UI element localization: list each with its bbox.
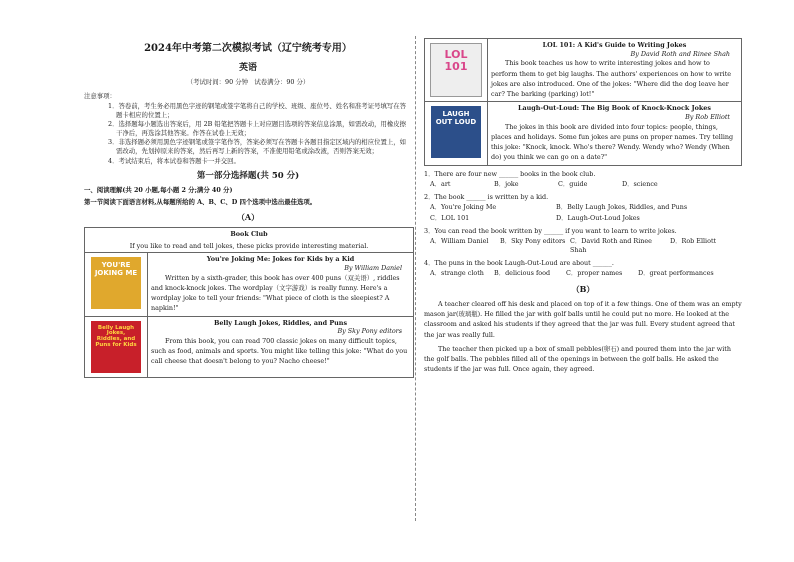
notice-item-3: 3．非选择题必须用黑色字迹钢笔或签字笔作答，答案必须写在答题卡各题目指定区域内的相应位置上，如需改动，先划掉原来的答案，然后再写上新的答案，不准使用铅笔或涂改液，否则答案无效； [108,138,407,156]
answer-option[interactable]: B．Belly Laugh Jokes, Riddles, and Puns [556,203,688,212]
subject-title: 英语 [238,62,257,73]
book-club-header [85,227,414,252]
left-column [84,38,412,378]
book2-title: Belly Laugh Jokes, Riddles, and Puns [213,318,348,327]
book2-cover-image: Belly Laugh Jokes, Riddles, and Puns for Kids [91,321,141,373]
part1-title: 第一部分选择题(共 50 分) [196,171,300,182]
book3-info [488,39,742,102]
book-club-table [84,227,414,378]
question-stem: 3．You can read the book written by ______ if you want to learn to write jokes. [424,226,677,235]
book3-description: This book teaches us how to write interesting jokes and how to perform them to get big laughs. The authors' experiences on how to write jokes are also introduced. One of the jokes: "Where did the dog leave her car? The barking (parking) lot!" [491,59,732,99]
answer-option[interactable]: A．strange cloth [430,269,484,278]
answer-option[interactable]: A．William Daniel [430,237,489,246]
notice-item-4: 4．考试结束后，将本试卷和答题卡一并交回。 [108,156,240,165]
book1-author: By William Daniel [344,263,402,272]
answer-option[interactable]: C．proper names [566,269,623,278]
question-options [424,214,742,223]
book3-title: LOL 101: A Kid's Guide to Writing Jokes [542,41,687,49]
answer-option[interactable]: D．Laugh-Out-Loud Jokes [556,214,640,223]
answer-option[interactable]: B．joke [494,180,519,189]
book1-title: You're Joking Me: Jokes for Kids by a Kid [206,255,355,264]
book4-title: Laugh-Out-Loud: The Big Book of Knock-Knock Jokes [518,104,711,113]
right-column [424,38,742,375]
answer-option[interactable]: A．art [430,180,451,189]
question-options [424,237,742,254]
book-club-table-continued [424,38,742,166]
passage-a-label: （A） [236,212,260,223]
book3-cover-image: LOL 101 [430,43,482,97]
book3-author: By David Roth and Rinee Shah [630,49,730,58]
answer-option[interactable]: D．great performances [638,269,714,278]
column-divider [415,36,416,521]
passage-b-paragraph-2: The teacher then picked up a box of small pebbles(卵石) and poured them into the jar with the golf balls. The pebbles filled all of the openings in between the golf balls. He asked the students if the jar was full. Once again, they agreed. [424,344,731,374]
question-stem: 1．There are four new ______ books in the book club. [424,169,596,178]
answer-option[interactable]: D．science [622,180,658,189]
book4-info [488,102,742,165]
answer-option[interactable]: B．Sky Pony editors [500,237,566,246]
book-club-intro: If you like to read and tell jokes, these picks provide interesting material. [129,241,369,250]
book2-cover-cell [85,316,148,377]
book-club-title: Book Club [230,229,268,238]
answer-option[interactable]: C．guide [558,180,588,189]
question-stem: 2．The book ______ is written by a kid. [424,192,549,201]
answer-option[interactable]: C．David Roth and Rinee Shah [570,237,652,255]
notice-item-2: 2．选择题每小题选出答案后，用 2B 铅笔把答题卡上对应题目选项的答案信息涂黑，如需改动，用橡皮擦干净后，再选涂其他答案。作答在试卷上无效； [108,120,407,137]
answer-option[interactable]: A．You're Joking Me [430,203,497,212]
book1-cover-cell [85,253,148,316]
passage-b-label: （B） [571,283,595,294]
question-options [424,269,742,278]
question-list [424,170,742,278]
passage-b-paragraph-1: A teacher cleared off his desk and placed on top of it a few things. One of them was an empty mason jar(玻璃瓶). He filled the jar with golf balls until he could put no more. He looked at the classroom and asked his students if they agreed that the jar was full. Every student agreed that the jar was really full. [424,299,742,339]
notice-title: 注意事项： [84,92,116,101]
book2-info [148,316,414,377]
section-heading: 一、阅读理解(共 20 小题,每小题 2 分;满分 40 分) [84,185,233,194]
question-options [424,203,742,212]
book1-cover-image: YOU'RE JOKING ME [91,257,141,309]
exam-info: （考试时间：90 分钟 试卷满分：90 分） [186,77,310,86]
answer-option[interactable]: B．delicious food [494,269,551,278]
exam-title: 2024年中考第二次模拟考试（辽宁统考专用） [144,43,352,54]
answer-option[interactable]: C．LOL 101 [430,214,470,223]
question-stem: 4．The puns in the book Laugh-Out-Loud are about ______. [424,258,614,267]
book4-description: The jokes in this book are divided into four topics: people, things, places and holidays. Some fun jokes are puns on proper names. Try telling this joke: "Knock, knock. Who's there? Wendy. Wendy who? Wendy (When do) you think we can go on a date?" [491,122,734,162]
book3-cover-cell [425,39,488,102]
book2-author: By Sky Pony editors [337,327,402,336]
notice-item-1: 1．答卷前，考生务必用黑色字迹的钢笔或签字笔将自己的学校、班级、座位号、姓名和准考证号填写在答题卡相应的位置上； [108,101,407,119]
book1-description: Written by a sixth-grader, this book has over 400 puns（双关语）, riddles and knock-knock jokes. The wordplay（文字游戏）is really funny. Here's a wordplay joke to tell your friends: "What piece of cloth is the sleepiest? A napkin!" [151,273,400,313]
book2-description: From this book, you can read 700 classic jokes on many difficult topics, such as food, animals and sports. You might like telling this joke: "What do you call cheese that doesn't belong to you? Nacho cheese!" [151,336,408,366]
answer-option[interactable]: D．Rob Elliott [670,237,717,246]
question-options [424,180,742,189]
book1-info [148,253,414,316]
book4-author: By Rob Elliott [685,112,730,121]
subsection-heading: 第一节阅读下面语言材料,从每题所给的 A、B、C、D 四个选项中选出最佳选项。 [84,197,317,206]
book4-cover-image: LAUGH OUT LOUD [431,106,481,158]
book4-cover-cell [425,102,488,165]
